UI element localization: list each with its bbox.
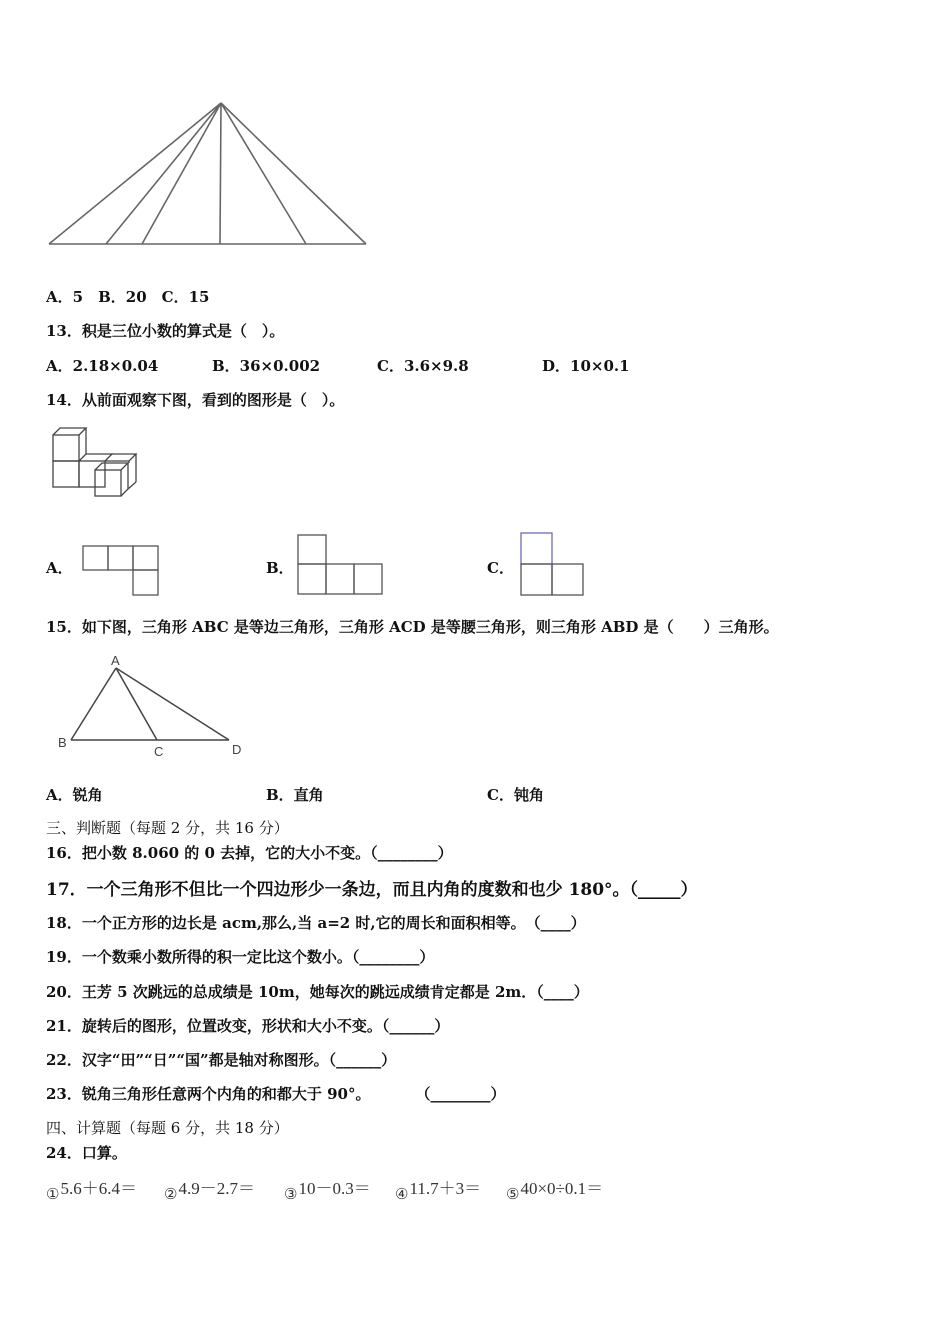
calc-expression: 11.7＋3＝ (409, 1179, 482, 1198)
section4-title: 四、计算题（每题 6 分，共 18 分） (46, 1119, 289, 1137)
q14-option-b-shape (297, 533, 385, 597)
q15-label-b: B (58, 735, 67, 750)
q22: 22．汉字“田”“日”“国”都是轴对称图形。（______） (46, 1051, 397, 1069)
q14-option-a-shape (82, 544, 160, 598)
calc-number: ② (164, 1187, 178, 1203)
calc-number: ⑤ (506, 1187, 520, 1203)
q12-options: A．5 B．20 C．15 (46, 288, 210, 306)
q12-triangle-figure (44, 98, 374, 250)
calc-item (395, 1174, 482, 1203)
q23: 23．锐角三角形任意两个内角的和都大于 90°。 （________） (46, 1085, 506, 1103)
q17: 17．一个三角形不但比一个四边形少一条边，而且内角的度数和也少 180°。（_____） (46, 880, 698, 900)
calc-expression: 5.6＋6.4＝ (60, 1179, 137, 1198)
q13-option-d: D．10×0.1 (542, 357, 630, 375)
q14-option-c: C． (487, 559, 514, 577)
calc-item (506, 1174, 604, 1203)
section3-title: 三、判断题（每题 2 分，共 16 分） (46, 819, 289, 837)
q15-label-a: A (111, 653, 120, 668)
calc-number: ① (46, 1187, 60, 1203)
q15-option-c: C．钝角 (487, 786, 544, 804)
q18: 18．一个正方形的边长是 acm,那么,当 a=2 时,它的周长和面积相等。 （____） (46, 914, 586, 932)
q21: 21．旋转后的图形，位置改变，形状和大小不变。（______） (46, 1017, 450, 1035)
calc-number: ③ (284, 1187, 298, 1203)
q14-option-a: A． (46, 559, 73, 577)
q15-label-c: C (154, 744, 164, 759)
q13-option-c: C．3.6×9.8 (377, 357, 469, 375)
q15-label-d: D (232, 742, 242, 757)
q14-stem: 14．从前面观察下图，看到的图形是（ ）。 (46, 391, 345, 409)
q15-stem: 15．如下图，三角形 ABC 是等边三角形，三角形 ACD 是等腰三角形，则三角形 ABD 是（ ）三角形。 (46, 618, 779, 636)
q15-triangle-figure (54, 650, 250, 762)
calc-item (164, 1174, 255, 1203)
q19: 19．一个数乘小数所得的积一定比这个数小。（________） (46, 948, 435, 966)
q14-option-b: B． (266, 559, 294, 577)
q16: 16．把小数 8.060 的 0 去掉，它的大小不变。（________） (46, 844, 453, 862)
q13-stem: 13．积是三位小数的算式是（ ）。 (46, 322, 285, 340)
calc-item (284, 1174, 371, 1203)
calc-item (46, 1174, 137, 1203)
q13-option-a: A．2.18×0.04 (46, 357, 159, 375)
q15-option-b: B．直角 (266, 786, 324, 804)
q15-option-a: A．锐角 (46, 786, 103, 804)
calc-expression: 4.9－2.7＝ (178, 1179, 255, 1198)
q14-cube-figure (50, 426, 142, 498)
q14-option-c-shape (519, 531, 587, 599)
calc-expression: 10－0.3＝ (298, 1179, 371, 1198)
calc-expression: 40×0÷0.1＝ (520, 1179, 604, 1198)
calc-number: ④ (395, 1187, 409, 1203)
q20: 20．王芳 5 次跳远的总成绩是 10m，她每次的跳远成绩肯定都是 2m．（____） (46, 983, 589, 1001)
q24-stem: 24．口算。 (46, 1144, 127, 1162)
q13-option-b: B．36×0.002 (212, 357, 321, 375)
